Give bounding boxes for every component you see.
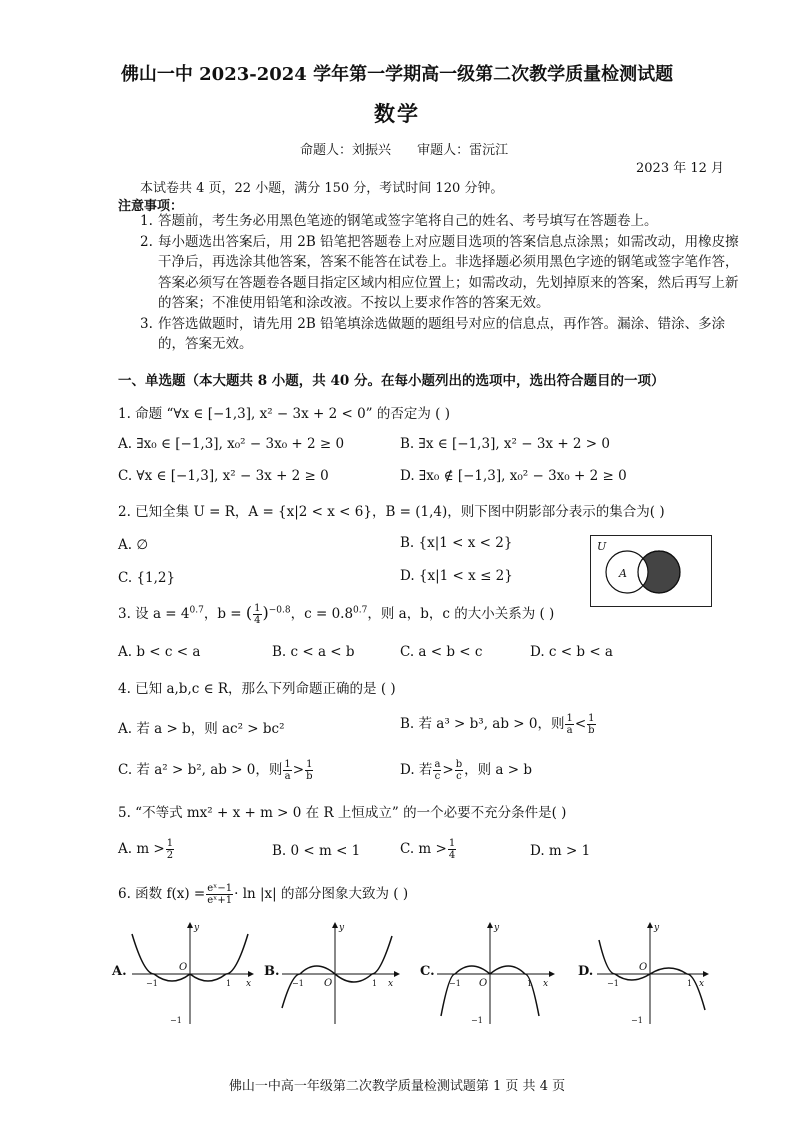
exam-date: 2023 年 12 月 (636, 161, 725, 176)
axis-y-label: y (339, 923, 345, 933)
q2-option-c: C. {1,2} (118, 570, 176, 586)
tick-1: 1 (527, 979, 533, 988)
q4-option-c: C. 若 a² > b², ab > 0，则 $\frac{1}{a}$ > $\frac{1}{b}$ (118, 759, 313, 782)
notice-list (140, 211, 740, 355)
q6-graph-c (435, 920, 560, 1030)
section-heading: 一、单选题（本大题共 8 小题，共 40 分。在每小题列出的选项中，选出符合题目的一项） (118, 373, 665, 389)
notice-text: 每小题选出答案后，用 2B 铅笔把答题卷上对应题目选项的答案信息点涂黑；如需改动，用橡皮擦干净后，再选涂其他答案，答案不能答在试卷上。非选择题必须用黑色字迹的钢笔或签字笔作答，答案必须写在答题卷各题目指定区域内相应位置上；如需改动，先划掉原来的答案，然后再写上新的答案；不准使用铅笔和涂改液。不按以上要求作答的答案无效。 (158, 233, 739, 311)
axis-x-label: x (543, 979, 549, 989)
venn-label-a: A (619, 567, 627, 580)
venn-diagram (590, 535, 712, 607)
q1-option-a: A. ∃x₀ ∈ [−1,3], x₀² − 3x₀ + 2 ≥ 0 (118, 436, 345, 452)
y-axis-arrow (487, 922, 493, 928)
notice-text: 答题前，考生务必用黑色笔迹的钢笔或签字笔将自己的姓名、考号填写在答题卷上。 (158, 213, 658, 229)
q6-option-a-label: A. (112, 964, 127, 979)
tick-1: 1 (226, 979, 232, 988)
subject-title: 数学 (374, 101, 420, 126)
curve (282, 936, 392, 1008)
author: 命题人：刘振兴 (300, 143, 392, 158)
x-axis-arrow (703, 971, 709, 977)
q3-option-c: C. a < b < c (400, 644, 483, 660)
q3-option-d: D. c < b < a (530, 644, 613, 660)
curve (599, 940, 705, 1010)
q4-option-b: B. 若 a³ > b³, ab > 0，则 $\frac{1}{a}$ < $\frac{1}{b}$ (400, 713, 595, 736)
q5-option-c: C. m > $\frac{1}{4}$ (400, 838, 456, 861)
origin-label: O (324, 978, 333, 989)
axis-x-label: x (699, 979, 705, 989)
tick-neg1: −1 (449, 979, 461, 988)
reviewer: 审题人：雷沅江 (417, 143, 509, 158)
q6-stem: 6. 函数 f(x) = $\frac{\text{eˣ−1}}{\text{eˣ+1}}$ · ln |x| 的部分图象大致为 ( ) (118, 883, 409, 906)
q1-option-b: B. ∃x ∈ [−1,3], x² − 3x + 2 > 0 (400, 436, 611, 452)
origin-label: O (179, 962, 188, 973)
axis-y-label: y (494, 923, 500, 933)
q4-option-d: D. 若 $\frac{a}{c}$ > $\frac{b}{c}$ ，则 a > b (400, 759, 533, 782)
origin-label: O (479, 978, 488, 989)
tick-1: 1 (687, 979, 693, 988)
y-axis-arrow (647, 922, 653, 928)
q5-stem: 5. “不等式 mx² + x + m > 0 在 R 上恒成立” 的一个必要不充分条件是( ) (118, 805, 567, 821)
x-axis-arrow (394, 971, 400, 977)
tick-y-neg1: −1 (631, 1016, 643, 1025)
axis-y-label: y (654, 923, 660, 933)
tick-y-neg1: −1 (471, 1016, 483, 1025)
axis-x-label: x (246, 979, 252, 989)
exam-title: 佛山一中 2023-2024 学年第一学期高一级第二次教学质量检测试题 (120, 64, 674, 85)
q6-option-c-label: C. (420, 964, 435, 979)
tick-neg1: −1 (292, 979, 304, 988)
q5-option-b: B. 0 < m < 1 (272, 843, 361, 859)
q6-option-d-label: D. (578, 964, 594, 979)
venn-label-u: U (597, 540, 607, 553)
origin-label: O (639, 962, 648, 973)
q4-stem: 4. 已知 a,b,c ∈ R，那么下列命题正确的是 ( ) (118, 681, 396, 697)
notice-item (140, 211, 740, 232)
tick-y-neg1: −1 (170, 1016, 182, 1025)
notice-heading: 注意事项： (118, 199, 184, 214)
authors-line (300, 139, 530, 158)
notice-item (140, 232, 740, 314)
q6-graph-b (280, 920, 405, 1030)
x-axis-arrow (248, 971, 254, 977)
axis-x-label: x (388, 979, 394, 989)
notice-number: 3. (140, 315, 153, 332)
axis-y-label: y (194, 923, 200, 933)
q1-stem: 1. 命题 “∀x ∈ [−1,3], x² − 3x + 2 < 0” 的否定为 ( ) (118, 406, 450, 422)
q2-option-b: B. {x|1 < x < 2} (400, 535, 513, 551)
q2-stem: 2. 已知全集 U = R，A = {x|2 < x < 6}，B = (1,4)，则下图中阴影部分表示的集合为( ) (118, 504, 665, 520)
tick-neg1: −1 (607, 979, 619, 988)
y-axis-arrow (332, 922, 338, 928)
q6-option-b-label: B. (264, 964, 280, 979)
q2-option-d: D. {x|1 < x ≤ 2} (400, 568, 513, 584)
q3-option-a: A. b < c < a (118, 644, 201, 660)
q3-option-b: B. c < a < b (272, 644, 355, 660)
notice-text: 作答选做题时，请先用 2B 铅笔填涂选做题的题组号对应的信息点，再作答。漏涂、错涂、多涂的，答案无效。 (158, 315, 726, 352)
q5-option-a: A. m > $\frac{1}{2}$ (118, 838, 174, 861)
q1-option-d: D. ∃x₀ ∉ [−1,3], x₀² − 3x₀ + 2 ≥ 0 (400, 468, 627, 484)
q3-stem: 3. 设 $a = 4^{0.7}$，b = ( $\frac{1}{4}$ )$^{-0.8}$，$c = 0.8^{0.7}$，则 a，b，c 的大小关系为 ( ) (118, 603, 555, 626)
y-axis-arrow (187, 922, 193, 928)
tick-1: 1 (372, 979, 378, 988)
exam-intro: 本试卷共 4 页，22 小题，满分 150 分，考试时间 120 分钟。 (140, 181, 504, 196)
q2-option-a: A. ∅ (118, 537, 149, 553)
q1-option-c: C. ∀x ∈ [−1,3], x² − 3x + 2 ≥ 0 (118, 468, 329, 484)
q4-option-a: A. 若 a > b，则 ac² > bc² (118, 721, 285, 737)
notice-number: 1. (140, 213, 153, 229)
venn-svg (591, 536, 711, 606)
q6-graph-a (130, 920, 255, 1030)
x-axis-arrow (549, 971, 555, 977)
page-footer: 佛山一中高一年级第二次教学质量检测试题第 1 页 共 4 页 (228, 1079, 566, 1094)
q6-graph-d (595, 920, 720, 1030)
tick-neg1: −1 (146, 979, 158, 988)
notice-item (140, 314, 740, 355)
notice-number: 2. (140, 233, 153, 250)
q5-option-d: D. m > 1 (530, 843, 591, 859)
